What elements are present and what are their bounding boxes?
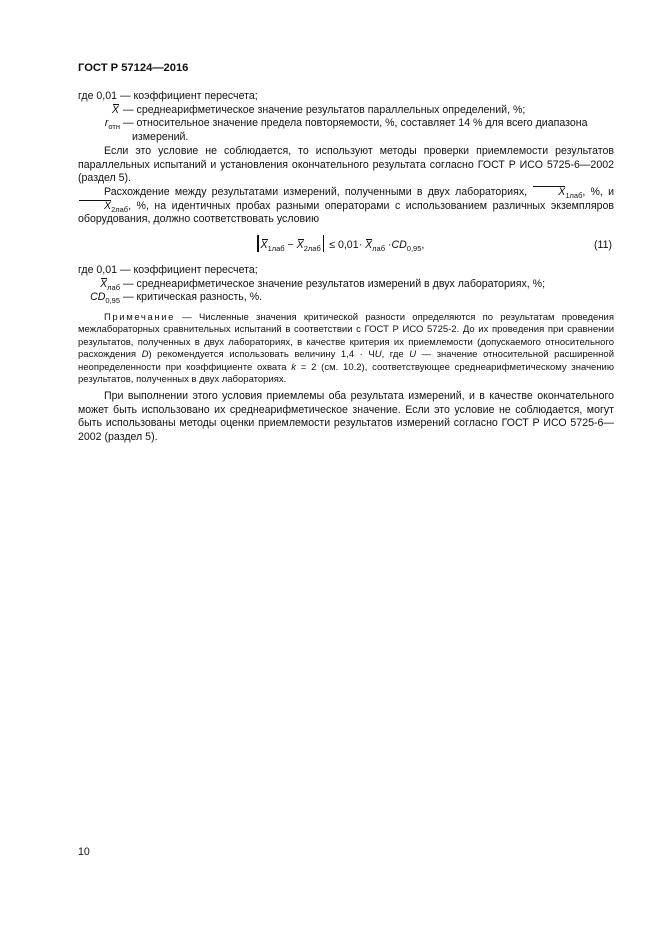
formula-11: $X_{1лаб} - X_{2лаб} \le 0,01\cdot X_{лаб} \cdot CD_{0,95}$,	[255, 235, 424, 253]
equation-number: (11)	[594, 239, 613, 251]
definition-prefix: где 0,01	[78, 90, 118, 102]
definition-text: измерений.	[132, 130, 189, 143]
definition-prefix: где 0,01	[78, 264, 118, 276]
symbol-x-bar: X	[532, 186, 565, 200]
note-block: Примечание — Численные значения критической разности определяются по результатам проведения межлабораторных сравнительных испытаний в соответствии с ГОСТ Р ИСО 5725-2. До их проведения при сравнении результатов, полученных в двух лабораториях, в качестве критерия их приемлемости (допускаемого относительного расхождения D) рекомендуется использовать величину 1,4 · ЧU, где U — значение относительной расширенной неопределенности при коэффициенте охвата k = 2 (см. 10.2), соответствующее среднеарифметическому значению результатов, полученных в двух лабораториях.	[78, 312, 614, 386]
symbol-r-rel: $r_{отн}$	[104, 117, 120, 132]
definition-text: — среднеарифметическое значение результатов измерений в двух лабораториях, %;	[123, 277, 546, 290]
definition-repeatability	[78, 117, 618, 131]
definition-text: — среднеарифметическое значение результатов параллельных определений, %;	[123, 103, 526, 116]
definitions-list-1	[78, 90, 618, 144]
definition-repeatability-cont	[78, 131, 618, 145]
abs-bar-left	[257, 235, 259, 252]
definition-lab-mean	[78, 278, 618, 292]
symbol-x-lab: $X_{лаб}$	[100, 277, 120, 292]
definition-text: — коэффициент пересчета;	[120, 90, 258, 102]
definitions-list-2	[78, 264, 618, 305]
abs-bar-right	[323, 235, 325, 252]
symbol-x-bar: X	[111, 103, 119, 116]
definition-critical-difference	[78, 291, 618, 305]
paragraph-discrepancy: Расхождение между результатами измерений, полученными в двух лабораториях, $X_{1лаб}$, %, и $X_{2лаб}$, %, на идентичных пробах разными операторами с использованием различных экземпляров оборудования, должно соответствовать условию	[78, 186, 614, 226]
definition-text: — относительное значение предела повторяемости, %, составляет 14 % для всего диапазона	[123, 117, 588, 130]
definition-mean	[78, 104, 618, 118]
definition-text: — критическая разность, %.	[123, 291, 263, 304]
page-number: 10	[78, 846, 90, 858]
symbol-x-bar: X	[78, 200, 111, 214]
definition-coefficient	[78, 90, 618, 104]
document-header: ГОСТ Р 57124—2016	[78, 62, 189, 74]
note-lead: Примечание	[104, 312, 175, 323]
definition-text: — коэффициент пересчета;	[120, 264, 258, 276]
paragraph-condition-fail: Если это условие не соблюдается, то используют методы проверки приемлемости результатов параллельных испытаний и установления окончательного результата согласно ГОСТ Р ИСО 5725-6—2002 (раздел 5).	[78, 145, 614, 185]
definition-coefficient	[78, 264, 618, 278]
symbol-cd: $CD_{0,95}$	[90, 291, 120, 306]
paragraph-acceptance: При выполнении этого условия приемлемы оба результата измерений, и в качестве окончательного может быть использовано их среднеарифметическое значение. Если это условие не соблюдается, могут быть использованы методы оценки приемлемости результатов измерений согласно ГОСТ Р ИСО 5725-6—2002 (раздел 5).	[78, 390, 614, 443]
